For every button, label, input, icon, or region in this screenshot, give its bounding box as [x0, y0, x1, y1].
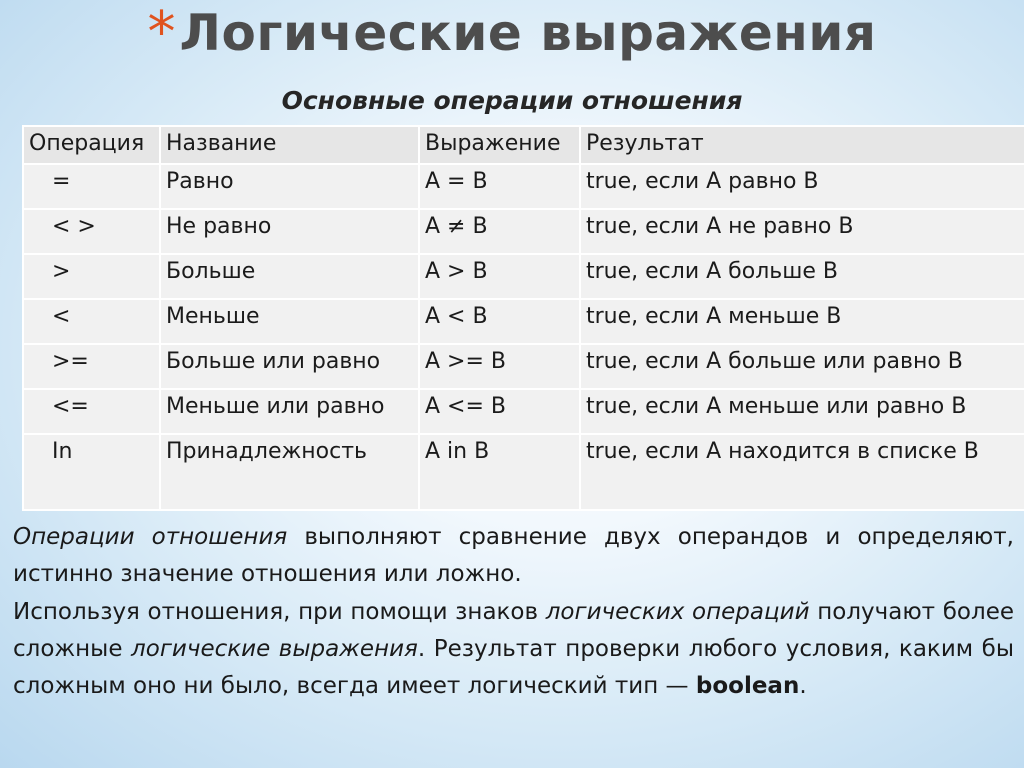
column-header-name: Название	[160, 126, 419, 164]
cell-expression: A = B	[419, 164, 580, 209]
cell-result: true, если A меньше B	[580, 299, 1024, 344]
asterisk-icon: *	[147, 0, 176, 65]
cell-name: Принадлежность	[160, 434, 419, 510]
column-header-operation: Операция	[23, 126, 160, 164]
paragraph-text: выполняют сравнение двух операндов и определяют, истинно значение отношения или ложно.	[13, 524, 1014, 587]
paragraph-relation-operations	[13, 519, 1014, 593]
cell-operation: <=	[23, 389, 160, 434]
cell-name: Меньше или равно	[160, 389, 419, 434]
cell-result: true, если A находится в списке B	[580, 434, 1024, 510]
page-title: Логические выражения	[179, 4, 877, 62]
column-header-result: Результат	[580, 126, 1024, 164]
paragraph-text: Используя отношения, при помощи знаков	[13, 599, 546, 625]
cell-expression: A < B	[419, 299, 580, 344]
table-row	[23, 209, 1024, 254]
cell-expression: A in B	[419, 434, 580, 510]
cell-result: true, если A меньше или равно B	[580, 389, 1024, 434]
cell-operation: >	[23, 254, 160, 299]
table-row	[23, 389, 1024, 434]
cell-name: Больше	[160, 254, 419, 299]
table-header-row	[23, 126, 1024, 164]
term-logical-expressions: логические выражения	[131, 636, 418, 662]
table-row	[23, 344, 1024, 389]
cell-operation: <	[23, 299, 160, 344]
cell-result: true, если A больше или равно B	[580, 344, 1024, 389]
table-row	[23, 254, 1024, 299]
cell-result: true, если A равно B	[580, 164, 1024, 209]
paragraph-text: .	[799, 673, 807, 699]
table-row	[23, 164, 1024, 209]
cell-name: Равно	[160, 164, 419, 209]
cell-expression: A > B	[419, 254, 580, 299]
cell-result: true, если A не равно B	[580, 209, 1024, 254]
cell-expression: A >= B	[419, 344, 580, 389]
term-logical-operations: логических операций	[545, 599, 810, 625]
cell-operation: >=	[23, 344, 160, 389]
term-relation-operations: Операции отношения	[13, 524, 288, 550]
paragraph-text: получают более сложные	[13, 599, 1014, 662]
cell-operation: In	[23, 434, 160, 510]
column-header-expression: Выражение	[419, 126, 580, 164]
cell-name: Меньше	[160, 299, 419, 344]
cell-expression: A <= B	[419, 389, 580, 434]
cell-name: Больше или равно	[160, 344, 419, 389]
paragraph-logical-expressions	[13, 594, 1014, 705]
cell-result: true, если A больше B	[580, 254, 1024, 299]
term-boolean: boolean	[695, 673, 800, 699]
table-row	[23, 434, 1024, 510]
operations-table	[22, 125, 1024, 511]
page-subtitle: Основные операции отношения	[281, 86, 743, 115]
cell-operation: =	[23, 164, 160, 209]
cell-name: Не равно	[160, 209, 419, 254]
table-row	[23, 299, 1024, 344]
cell-operation: < >	[23, 209, 160, 254]
slide-title	[0, 0, 1024, 69]
paragraph-text: . Результат проверки любого условия, каким бы сложным оно ни было, всегда имеет логический тип —	[13, 636, 1015, 699]
cell-expression: A ≠ B	[419, 209, 580, 254]
